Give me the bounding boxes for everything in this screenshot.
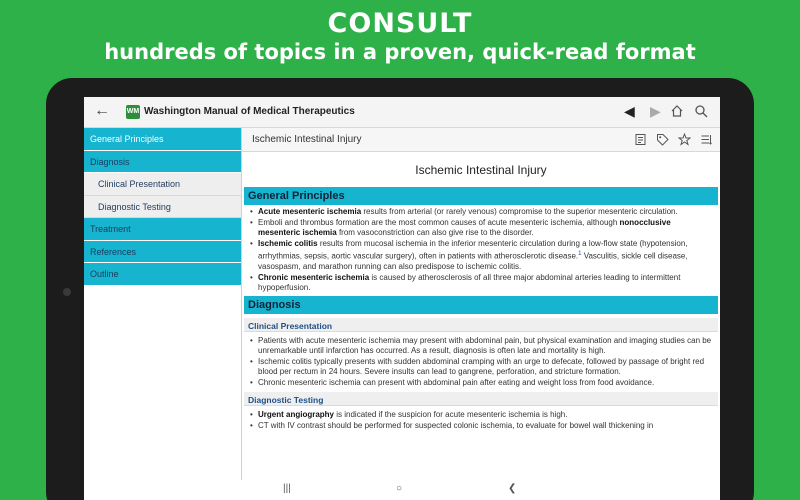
article-title: Ischemic Intestinal Injury [415, 163, 547, 177]
app-title: Washington Manual of Medical Therapeutics [144, 106, 355, 117]
sidebar-item-diagnosis[interactable]: Diagnosis [84, 151, 241, 174]
list-item: • Emboli and thrombus formation are the most common causes of acute mesenteric ischemia, although nonocclusive mesenteric ischemia from vasoconstriction can also give rise to the disorder. [258, 218, 714, 238]
list-item: • Chronic mesenteric ischemia is caused by atherosclerosis of all three major abdominal arteries leading to intermittent hypoperfusion. [258, 273, 714, 293]
subsection-heading-clinical-presentation: Clinical Presentation [244, 318, 718, 332]
clinical-presentation-list [244, 332, 718, 388]
camera-icon [63, 288, 71, 296]
home-icon[interactable] [670, 104, 684, 118]
sidebar-item-outline[interactable]: Outline [84, 263, 241, 286]
section-heading-diagnosis: Diagnosis [244, 296, 718, 314]
app-bar [84, 97, 720, 128]
article [242, 152, 720, 480]
list-item: • Ischemic colitis typically presents with sudden abdominal cramping with an urge to defecate, followed by passage of bright red blood per rectum in 24 hours. Severe insults can lead to gangrene, perforation, and stricture formation. [258, 357, 714, 377]
app-screen [84, 97, 720, 500]
promo-title: CONSULT [327, 8, 473, 39]
back-chevron-icon[interactable]: ❮ [508, 483, 517, 494]
caret-right-icon[interactable]: ▶ [650, 103, 661, 119]
notes-icon[interactable] [634, 133, 647, 146]
subsection-heading-diagnostic-testing: Diagnostic Testing [244, 392, 718, 406]
recents-icon[interactable]: ||| [283, 483, 291, 494]
list-item: • Chronic mesenteric ischemia can present with abdominal pain after eating and weight loss from food avoidance. [258, 378, 714, 388]
promo-subtitle: hundreds of topics in a proven, quick-read format [104, 40, 696, 64]
list-item: • Urgent angiography is indicated if the suspicion for acute mesenteric ischemia is high. [258, 410, 714, 420]
citation-link[interactable]: 1 [578, 251, 582, 257]
star-icon[interactable] [678, 133, 691, 146]
tag-icon[interactable] [656, 133, 669, 146]
list-item: • Patients with acute mesenteric ischemia may present with abdominal pain, but physical examination and imaging studies can be unremarkable until infarction has occurred. As a result, diagnosis is often late and mortality is high. [258, 336, 714, 356]
diagnostic-testing-list [244, 406, 718, 431]
list-icon[interactable] [700, 133, 713, 146]
sidebar-item-diagnostic-testing[interactable]: Diagnostic Testing [84, 196, 241, 219]
list-item: • CT with IV contrast should be performed for suspected colonic ischemia, to evaluate for bowel wall thickening in [258, 421, 714, 431]
arrow-left-icon[interactable]: ← [94, 102, 110, 119]
caret-left-icon[interactable]: ◀ [624, 103, 635, 119]
sidebar-item-references[interactable]: References [84, 241, 241, 264]
general-principles-list [244, 205, 718, 293]
app-logo: WM [126, 105, 140, 119]
document-title: Ischemic Intestinal Injury [252, 134, 362, 145]
home-circle-icon[interactable]: ○ [396, 483, 403, 494]
section-heading-general-principles: General Principles [244, 187, 718, 205]
sidebar-item-clinical-presentation[interactable]: Clinical Presentation [84, 173, 241, 196]
search-icon[interactable] [694, 104, 708, 118]
sidebar [84, 128, 242, 480]
sidebar-item-treatment[interactable]: Treatment [84, 218, 241, 241]
content-toolbar [242, 128, 720, 152]
list-item: • Acute mesenteric ischemia results from arterial (or rarely venous) compromise to the superior mesenteric circulation. [258, 207, 714, 217]
system-navigation-bar [84, 480, 720, 500]
list-item: • Ischemic colitis results from mucosal ischemia in the inferior mesenteric circulation during a low-flow state (hypotension, arrhythmias, sepsis, aortic vascular surgery), often in patients with atherosclerotic disease.$^1$ Vasculitis, sickle cell disease, vasospasm, and marathon running can also predispose to ischemic colitis. [258, 239, 714, 272]
sidebar-item-general-principles[interactable]: General Principles [84, 128, 241, 151]
